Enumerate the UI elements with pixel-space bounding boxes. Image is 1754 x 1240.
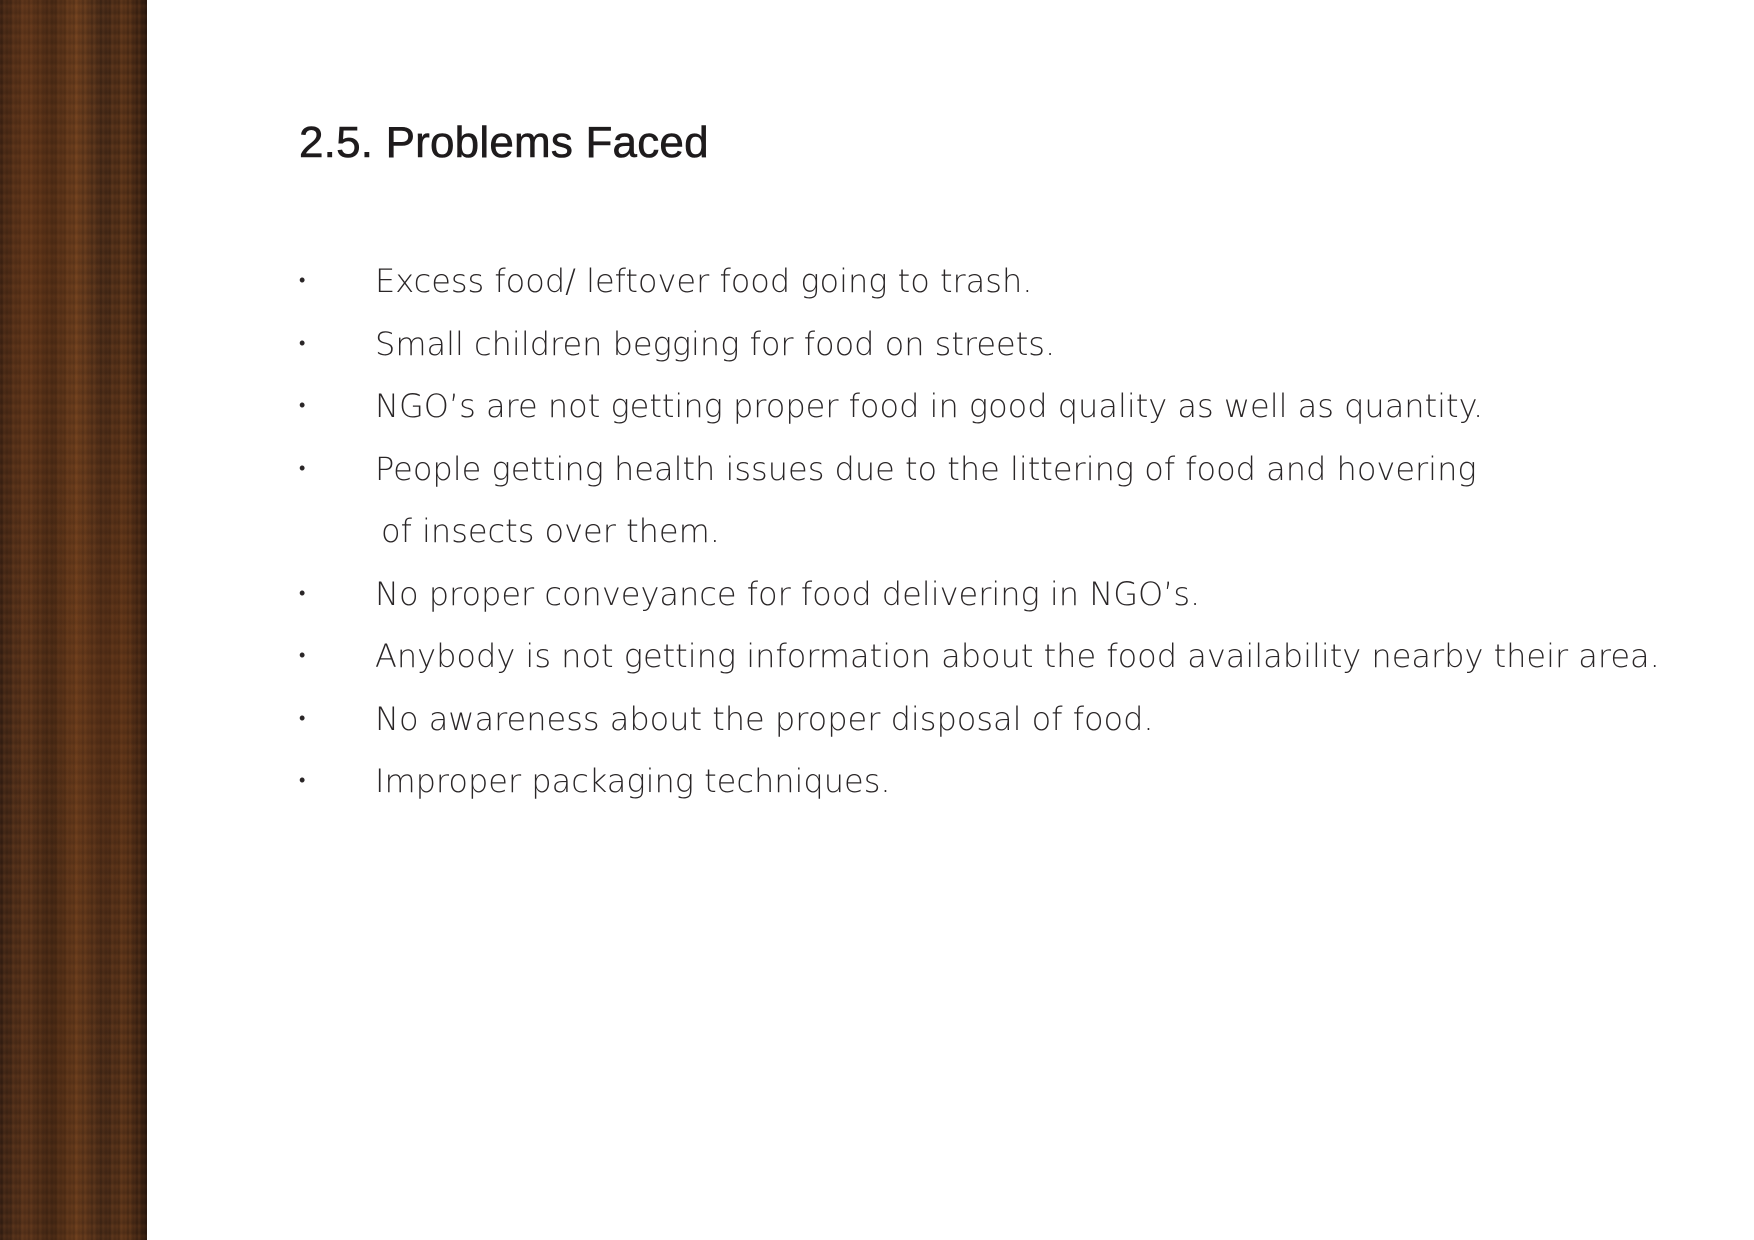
- list-item: [299, 438, 1660, 563]
- list-item: [299, 750, 1660, 813]
- bullet-icon: •: [299, 770, 306, 791]
- bullet-icon: •: [299, 457, 306, 479]
- list-item-continuation: of insects over them.: [381, 512, 720, 550]
- list-item: [299, 375, 1660, 438]
- list-item-text: Anybody is not getting information about the food availability nearby their area.: [375, 637, 1660, 675]
- list-item-text: Improper packaging techniques.: [375, 762, 891, 800]
- bullet-icon: •: [299, 582, 306, 604]
- list-item: [299, 250, 1660, 313]
- list-item-text: NGO’s are not getting proper food in good quality as well as quantity.: [375, 387, 1484, 425]
- bullet-icon: •: [299, 395, 306, 416]
- wood-texture-sidebar: [0, 0, 147, 1240]
- list-item-text: Small children begging for food on streets.: [375, 324, 1056, 363]
- list-item-text: No awareness about the proper disposal of food.: [375, 699, 1154, 738]
- bullet-icon: •: [299, 332, 306, 354]
- page-title: 2.5. Problems Faced: [299, 118, 709, 167]
- bullet-icon: •: [299, 707, 306, 729]
- problem-list: [299, 250, 1660, 813]
- bullet-icon: •: [299, 270, 306, 291]
- list-item: [299, 563, 1660, 626]
- list-item: [299, 688, 1660, 751]
- list-item: [299, 625, 1660, 688]
- list-item-text: People getting health issues due to the littering of food and hovering: [375, 449, 1477, 488]
- list-item-text: No proper conveyance for food delivering in NGO’s.: [375, 574, 1201, 613]
- list-item: [299, 313, 1660, 376]
- list-item-text: Excess food/ leftover food going to trash.: [375, 262, 1033, 300]
- bullet-icon: •: [299, 645, 306, 666]
